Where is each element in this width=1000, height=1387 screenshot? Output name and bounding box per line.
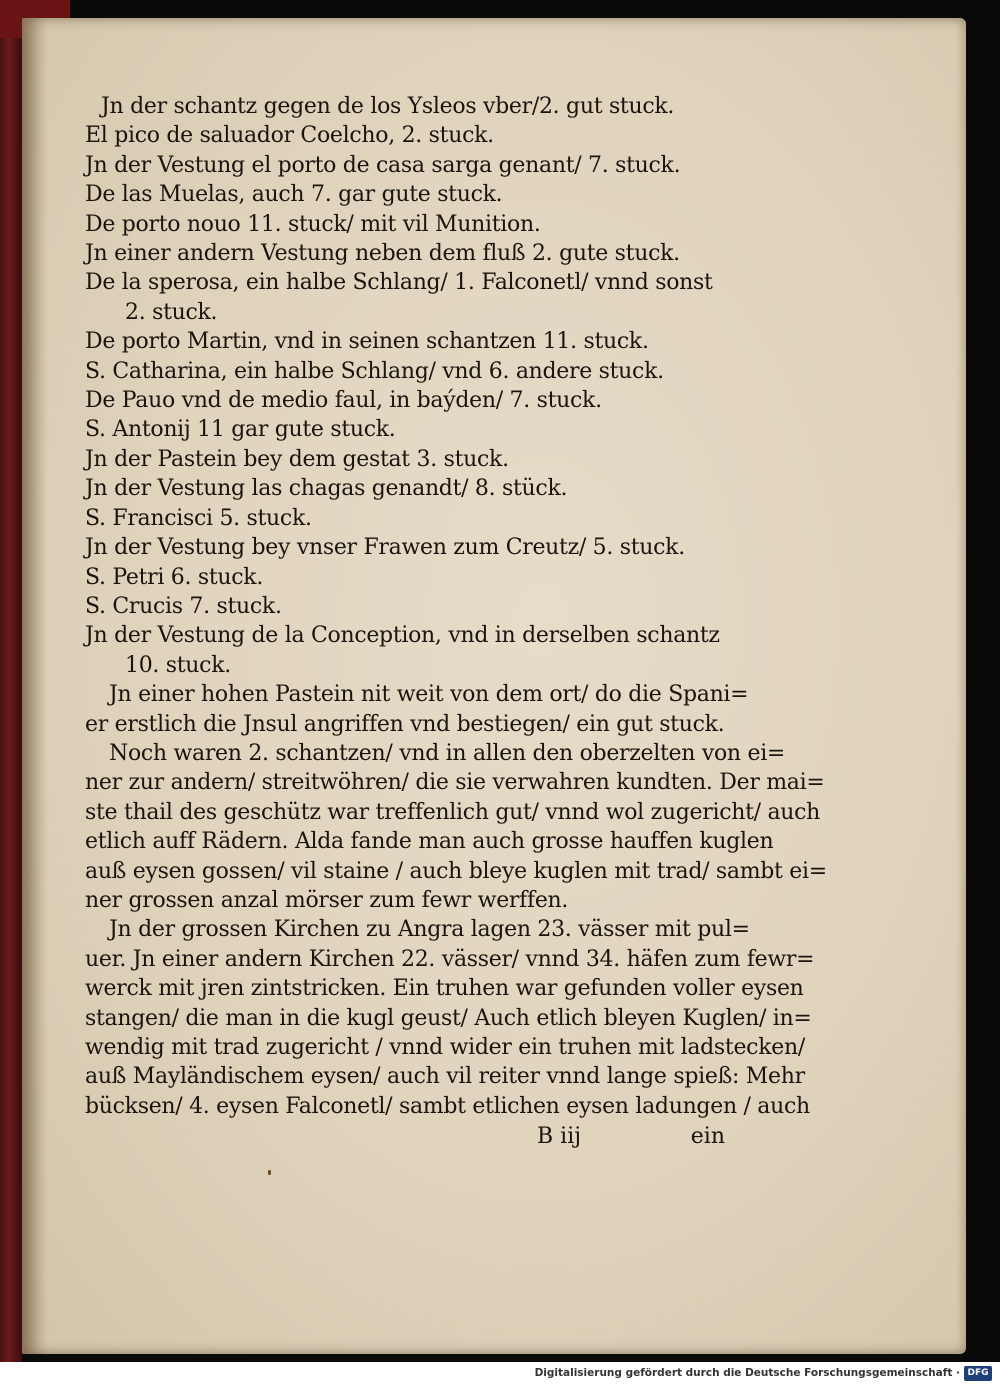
text-line: De porto nouo 11. stuck/ mit vil Munition.	[85, 211, 541, 237]
text-line: er erstlich die Jnsul angriffen vnd bestiegen/ ein gut stuck.	[85, 711, 725, 737]
paper-speck	[268, 1170, 271, 1175]
text-line: Jn der Pastein bey dem gestat 3. stuck.	[85, 446, 509, 472]
text-line: Jn der Vestung de la Conception, vnd in derselben schantz	[85, 623, 720, 649]
text-line: S. Francisci 5. stuck.	[85, 505, 312, 531]
text-line: S. Crucis 7. stuck.	[85, 593, 282, 619]
text-line: wendig mit trad zugericht / vnnd wider ein truhen mit ladstecken/	[85, 1035, 805, 1060]
signature-mark: B iij	[537, 1124, 582, 1149]
page-text-block	[85, 92, 827, 1121]
text-line: El pico de saluador Coelcho, 2. stuck.	[85, 123, 494, 149]
text-line: Jn der Vestung las chagas genandt/ 8. stück.	[85, 476, 568, 502]
dfg-logo-icon: DFG	[964, 1366, 992, 1381]
text-line: Jn der Vestung bey vnser Frawen zum Creutz/ 5. stuck.	[85, 535, 685, 561]
catchword: ein	[690, 1124, 725, 1149]
text-line: De la sperosa, ein halbe Schlang/ 1. Falconetl/ vnnd sonst	[85, 270, 713, 296]
text-line: etlich auff Rädern. Alda fande man auch grosse hauffen kuglen	[85, 829, 774, 855]
text-line: uer. Jn einer andern Kirchen 22. vässer/ vnnd 34. häfen zum fewr=	[85, 946, 815, 972]
text-line: ste thail des geschütz war treffenlich gut/ vnnd wol zugericht/ auch	[85, 799, 821, 825]
text-line: Jn einer hohen Pastein nit weit von dem ort/ do die Spani=	[109, 682, 749, 708]
text-line: S. Petri 6. stuck.	[85, 564, 264, 590]
book-binding-edge	[0, 0, 22, 1362]
text-line: S. Antonij 11 gar gute stuck.	[85, 417, 396, 443]
text-line: De las Muelas, auch 7. gar gute stuck.	[85, 182, 503, 208]
text-line: auß Mayländischem eysen/ auch vil reiter vnnd lange spieß: Mehr	[85, 1064, 805, 1090]
text-line: De porto Martin, vnd in seinen schantzen 11. stuck.	[85, 329, 649, 355]
text-line: Jn der Vestung el porto de casa sarga genant/ 7. stuck.	[85, 152, 681, 178]
catchline	[85, 1124, 725, 1154]
text-line: Jn der grossen Kirchen zu Angra lagen 23. vässer mit pul=	[109, 917, 750, 943]
text-line: bücksen/ 4. eysen Falconetl/ sambt etlichen eysen ladungen / auch	[85, 1093, 810, 1119]
text-line: Jn der schantz gegen de los Ysleos vber/2. gut stuck.	[101, 94, 675, 119]
text-line: 10. stuck.	[125, 652, 231, 678]
footer-bar	[0, 1362, 1000, 1387]
text-line: Jn einer andern Vestung neben dem fluß 2. gute stuck.	[85, 241, 680, 267]
text-line: stangen/ die man in die kugl geust/ Auch etlich bleyen Kuglen/ in=	[85, 1005, 812, 1031]
funding-credit: Digitalisierung gefördert durch die Deutsche Forschungsgemeinschaft ·	[534, 1367, 960, 1379]
page-gutter-shadow	[22, 18, 48, 1354]
text-line: 2. stuck.	[125, 299, 218, 325]
text-line: ner zur andern/ streitwöhren/ die sie verwahren kundten. Der mai=	[85, 770, 825, 796]
text-line: werck mit jren zintstricken. Ein truhen war gefunden voller eysen	[85, 976, 804, 1002]
text-line: De Pauo vnd de medio faul, in baýden/ 7. stuck.	[85, 388, 602, 414]
text-line: S. Catharina, ein halbe Schlang/ vnd 6. andere stuck.	[85, 358, 664, 384]
text-line: ner grossen anzal mörser zum fewr werffen.	[85, 887, 569, 913]
text-line: auß eysen gossen/ vil staine / auch bleye kuglen mit trad/ sambt ei=	[85, 858, 827, 884]
text-line: Noch waren 2. schantzen/ vnd in allen den oberzelten von ei=	[109, 740, 786, 766]
